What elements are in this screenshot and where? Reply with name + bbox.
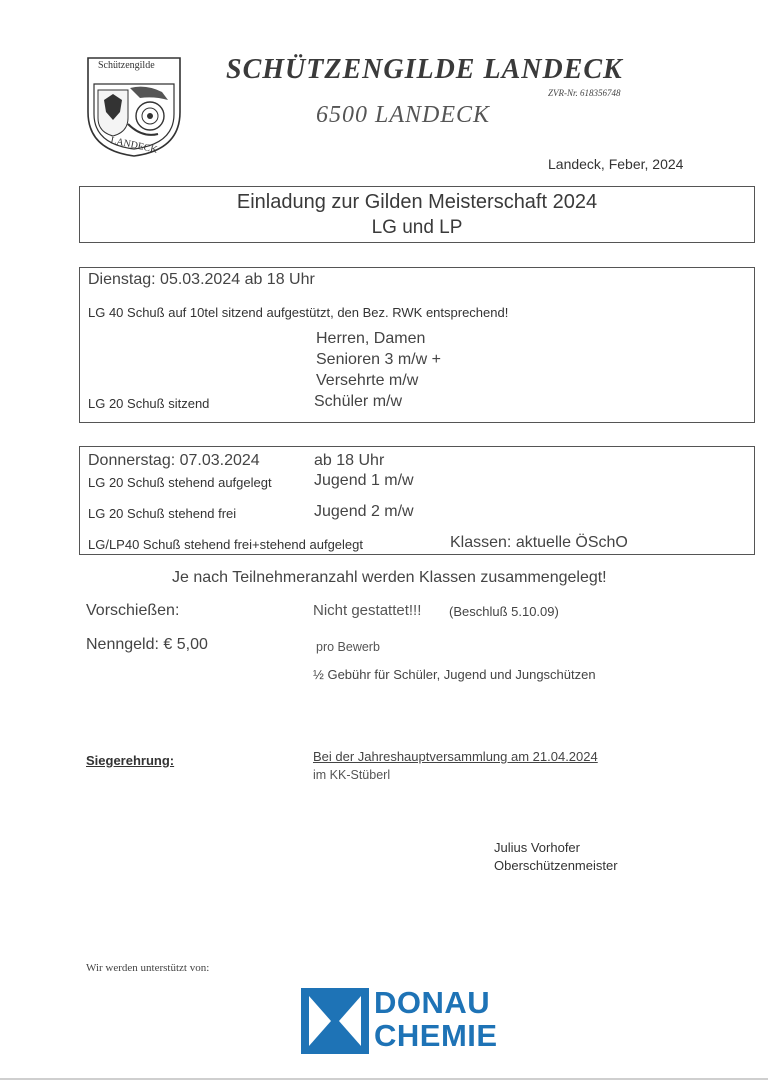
tuesday-class: Senioren 3 m/w + bbox=[316, 351, 441, 368]
tuesday-rule-2: LG 20 Schuß sitzend bbox=[88, 396, 210, 411]
notice: Je nach Teilnehmeranzahl werden Klassen zusammengelegt! bbox=[172, 569, 607, 586]
ceremony-label: Siegerehrung: bbox=[86, 753, 175, 768]
ceremony-line-2: im KK-Stüberl bbox=[313, 768, 391, 782]
pre-shoot-label: Vorschießen: bbox=[86, 602, 180, 619]
sponsor-logo bbox=[301, 985, 533, 1058]
pre-shoot-value: Nicht gestattet!!! bbox=[313, 602, 422, 619]
sponsor-logo-text-1: DONAU bbox=[374, 985, 491, 1020]
signature-title: Oberschützenmeister bbox=[494, 858, 618, 873]
tuesday-class: Schüler m/w bbox=[314, 393, 403, 410]
thursday-class-2: Jugend 2 m/w bbox=[314, 503, 414, 520]
registration-number: ZVR-Nr. 618356748 bbox=[548, 88, 621, 98]
thursday-rule-2: LG 20 Schuß stehend frei bbox=[88, 506, 237, 521]
thursday-heading: Donnerstag: 07.03.2024 bbox=[88, 452, 260, 469]
tuesday-section bbox=[79, 267, 755, 423]
fee-per-event: pro Bewerb bbox=[316, 640, 380, 654]
thursday-class-1: Jugend 1 m/w bbox=[314, 472, 414, 489]
tuesday-heading: Dienstag: 05.03.2024 ab 18 Uhr bbox=[88, 271, 315, 288]
title-line-1: Einladung zur Gilden Meisterschaft 2024 bbox=[236, 191, 598, 213]
title-box bbox=[79, 186, 755, 243]
club-emblem-logo bbox=[84, 54, 184, 160]
thursday-rule-3: LG/LP40 Schuß stehend frei+stehend aufgelegt bbox=[88, 537, 363, 552]
sponsor-label: Wir werden unterstützt von: bbox=[86, 962, 210, 974]
title-line-2: LG und LP bbox=[371, 217, 463, 238]
fee-half: ½ Gebühr für Schüler, Jugend und Jungschützen bbox=[313, 667, 596, 682]
date-line: Landeck, Feber, 2024 bbox=[548, 156, 684, 172]
tuesday-class: Herren, Damen bbox=[316, 330, 426, 347]
thursday-time: ab 18 Uhr bbox=[314, 452, 385, 469]
tuesday-rule: LG 40 Schuß auf 10tel sitzend aufgestützt, den Bez. RWK entsprechend! bbox=[88, 305, 509, 320]
thursday-class-3: Klassen: aktuelle ÖSchO bbox=[450, 534, 628, 551]
emblem-top-text: Schützengilde bbox=[98, 60, 155, 71]
signature-name: Julius Vorhofer bbox=[494, 840, 580, 855]
tuesday-class: Versehrte m/w bbox=[316, 372, 419, 389]
fee-label: Nenngeld: € 5,00 bbox=[86, 636, 208, 653]
thursday-section bbox=[79, 446, 755, 555]
thursday-rule-1: LG 20 Schuß stehend aufgelegt bbox=[88, 475, 272, 490]
pre-shoot-note: (Beschluß 5.10.09) bbox=[449, 604, 559, 619]
sponsor-logo-text-2: CHEMIE bbox=[374, 1018, 498, 1053]
club-city: 6500 LANDECK bbox=[316, 102, 491, 128]
scan-edge bbox=[0, 1078, 768, 1080]
emblem-bottom-text: LANDECK bbox=[109, 135, 159, 156]
ceremony-line-1: Bei der Jahreshauptversammlung am 21.04.2024 bbox=[313, 749, 598, 764]
club-name: SCHÜTZENGILDE LANDECK bbox=[226, 54, 623, 85]
